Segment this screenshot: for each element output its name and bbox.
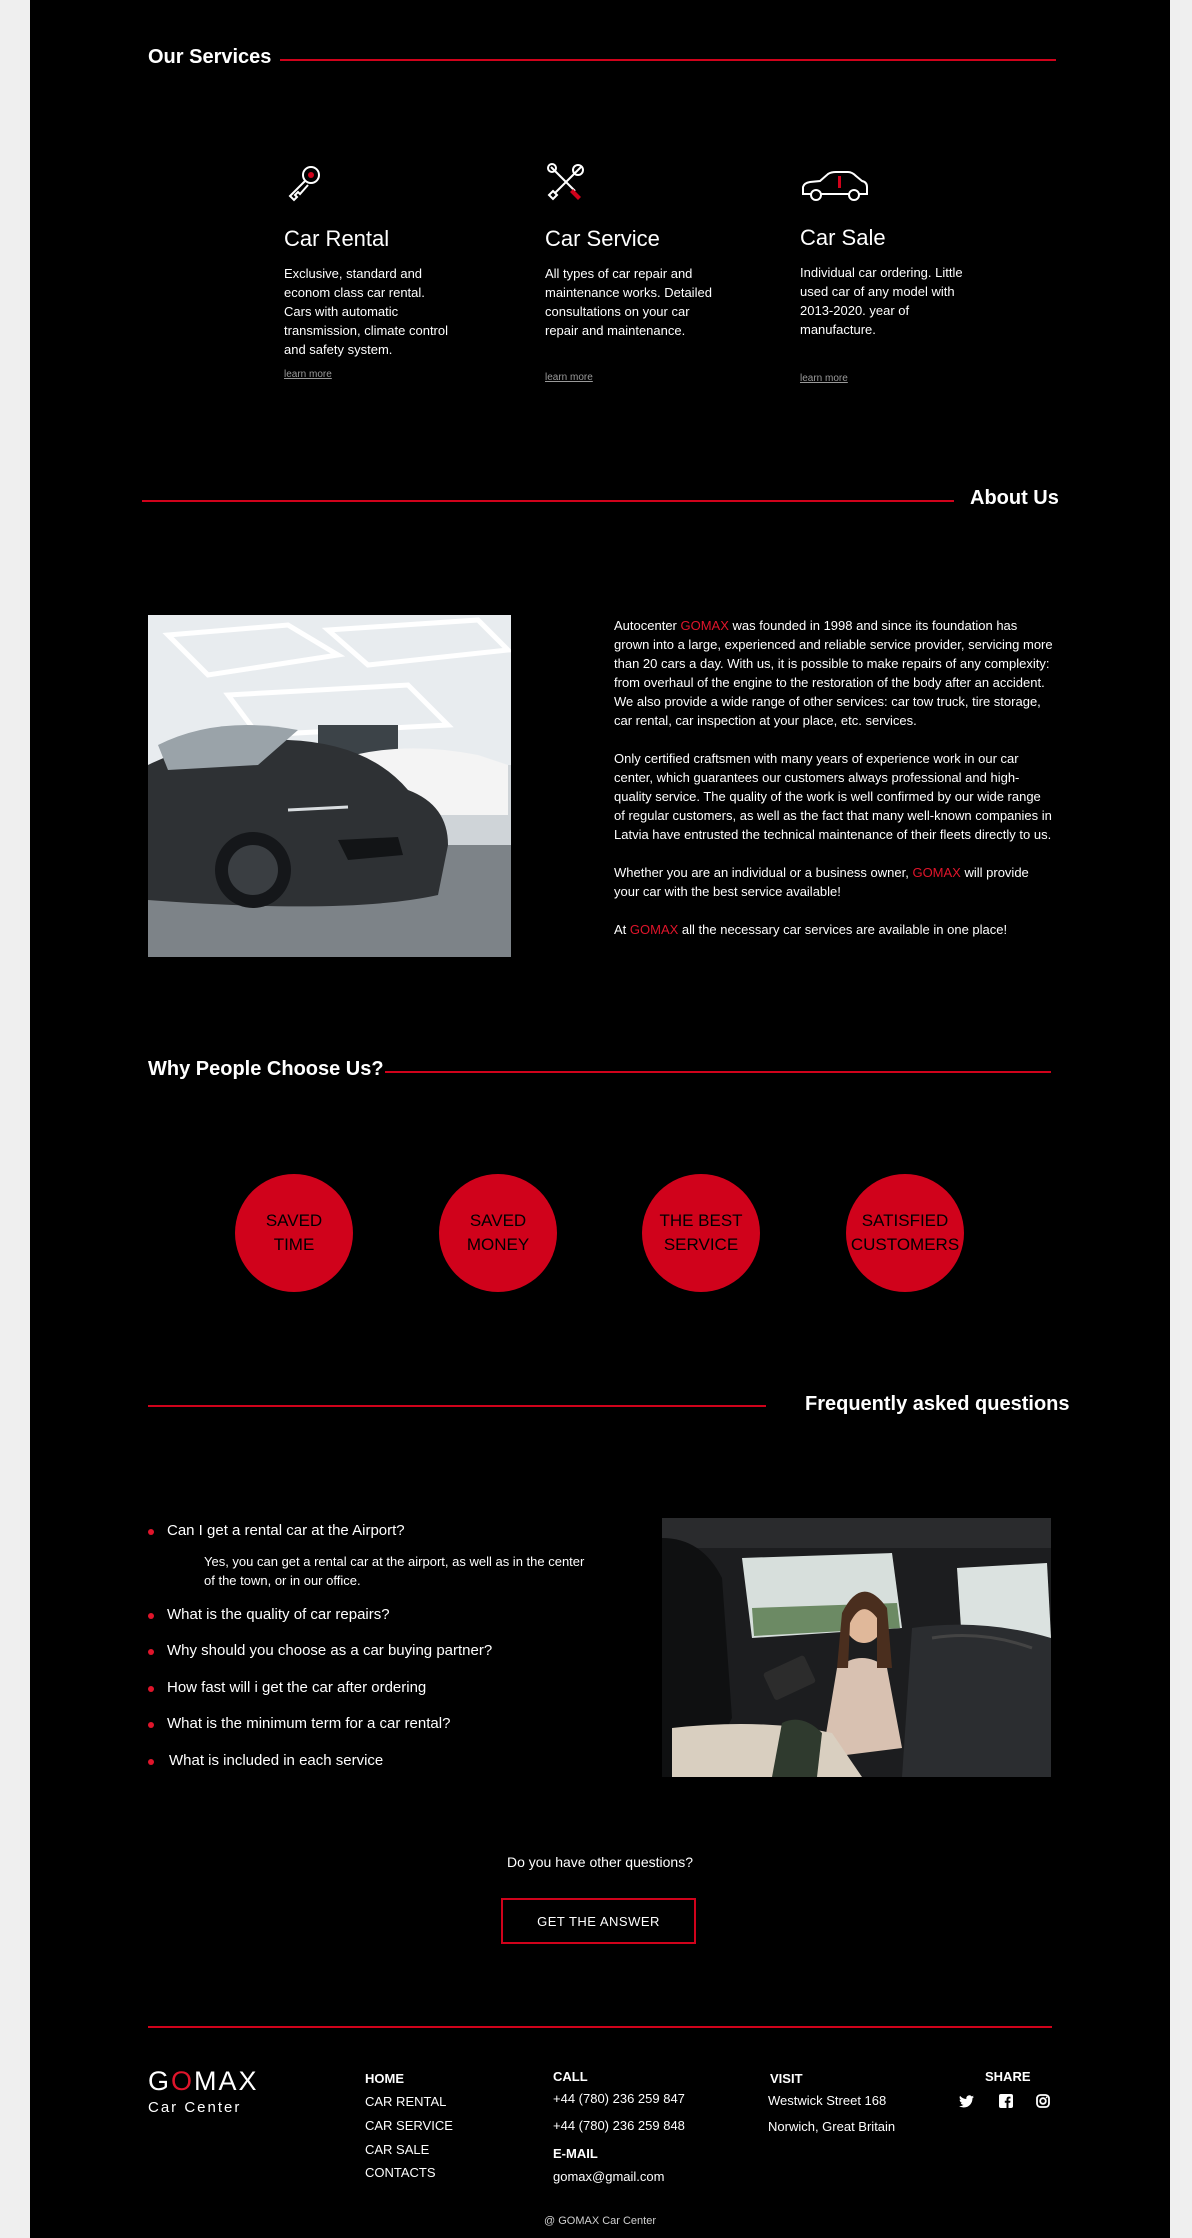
- footer-logo-subtitle: Car Center: [148, 2099, 242, 2116]
- satisfied-customers-badge: SATISFIED CUSTOMERS: [846, 1174, 964, 1292]
- footer-address-1: Westwick Street 168: [768, 2093, 887, 2108]
- car-icon: [800, 170, 870, 207]
- copyright-text: @ GOMAX Car Center: [543, 2215, 657, 2227]
- car-service-learn-more-link[interactable]: learn more: [545, 372, 593, 383]
- brand-name: GOMAX: [680, 618, 729, 633]
- faq-bullet: [148, 1686, 154, 1692]
- car-rental-title: Car Rental: [284, 226, 390, 251]
- car-sale-learn-more-link[interactable]: learn more: [800, 373, 848, 384]
- car-rental-learn-more-link[interactable]: learn more: [284, 369, 332, 380]
- footer-email[interactable]: gomax@gmail.com: [553, 2169, 665, 2184]
- faq-answer: Yes, you can get a rental car at the airport, as well as in the center of the town, or in our office.: [204, 1554, 585, 1588]
- footer-email-label: E-MAIL: [553, 2146, 598, 2161]
- showroom-car-image: [148, 615, 511, 957]
- footer-address-2: Norwich, Great Britain: [768, 2119, 896, 2134]
- footer-nav-car-service[interactable]: CAR SERVICE: [365, 2118, 453, 2133]
- why-title: Why People Choose Us?: [148, 1058, 384, 1080]
- footer-nav-contacts[interactable]: CONTACTS: [365, 2165, 436, 2180]
- faq-question-ordering[interactable]: How fast will i get the car after ordering: [167, 1679, 427, 1696]
- best-service-badge: THE BEST SERVICE: [642, 1174, 760, 1292]
- footer-logo[interactable]: GOMAX: [148, 2066, 259, 2096]
- key-icon: [284, 163, 324, 208]
- footer-nav-car-rental[interactable]: CAR RENTAL: [365, 2094, 447, 2109]
- about-paragraph-2: Only certified craftsmen with many years of experience work in our car center, which guarantees our customers always professional and high-quality service. The quality of the work is well confirmed by our wide range of regular customers, as well as the fact that many well-known companies in Latvia have entrusted the technical maintenance of their fleets directly to us.: [614, 751, 1052, 842]
- footer-visit-label: VISIT: [770, 2071, 803, 2086]
- services-title: Our Services: [148, 46, 272, 68]
- faq-bullet: [148, 1613, 154, 1619]
- about-paragraph-3: Whether you are an individual or a business owner, GOMAX will provide your car with the best service available!: [614, 865, 1029, 899]
- facebook-icon[interactable]: [999, 2094, 1013, 2113]
- about-divider: [142, 500, 954, 502]
- why-divider: [385, 1071, 1051, 1073]
- brand-name: GOMAX: [629, 922, 679, 937]
- woman-in-car-image: [662, 1518, 1051, 1777]
- footer-nav-car-sale[interactable]: CAR SALE: [365, 2142, 430, 2157]
- footer-share-label: SHARE: [985, 2069, 1031, 2084]
- faq-bullet: [148, 1722, 154, 1728]
- faq-bullet: [148, 1649, 154, 1655]
- tools-icon: [545, 161, 587, 208]
- get-the-answer-button[interactable]: GET THE ANSWER: [501, 1898, 696, 1944]
- faq-bullet: [148, 1529, 154, 1535]
- page: [30, 0, 1170, 2238]
- footer-phone-2[interactable]: +44 (780) 236 259 848: [553, 2118, 685, 2133]
- car-sale-title: Car Sale: [800, 225, 886, 250]
- other-questions-text: Do you have other questions?: [506, 1854, 693, 1870]
- brand-name: GOMAX: [912, 865, 961, 880]
- twitter-icon[interactable]: [959, 2095, 974, 2113]
- footer-nav-home[interactable]: HOME: [365, 2071, 404, 2086]
- saved-time-badge: SAVED TIME: [235, 1174, 353, 1292]
- car-rental-text: Exclusive, standard and econom class car rental. Cars with automatic transmission, climate control and safety system.: [284, 266, 448, 357]
- faq-question-included[interactable]: What is included in each service: [169, 1752, 384, 1769]
- faq-question-quality[interactable]: What is the quality of car repairs?: [167, 1606, 390, 1623]
- about-text: [614, 616, 1054, 958]
- faq-divider: [148, 1405, 766, 1407]
- instagram-icon[interactable]: [1036, 2094, 1050, 2113]
- about-paragraph-4: At GOMAX all the necessary car services are available in one place!: [614, 922, 1008, 937]
- faq-question-rental-term[interactable]: What is the minimum term for a car rental?: [167, 1715, 451, 1732]
- footer-call-label: CALL: [553, 2069, 588, 2084]
- faq-question-partner[interactable]: Why should you choose as a car buying partner?: [167, 1642, 493, 1659]
- footer-divider: [148, 2026, 1052, 2028]
- faq-bullet: [148, 1759, 154, 1765]
- faq-question-airport[interactable]: Can I get a rental car at the Airport?: [167, 1522, 405, 1539]
- car-sale-text: Individual car ordering. Little used car of any model with 2013-2020. year of manufacture.: [800, 265, 963, 337]
- faq-title: Frequently asked questions: [805, 1393, 1070, 1415]
- saved-money-badge: SAVED MONEY: [439, 1174, 557, 1292]
- services-divider: [280, 59, 1056, 61]
- car-service-title: Car Service: [545, 226, 660, 251]
- about-paragraph-1: Autocenter GOMAX was founded in 1998 and since its foundation has grown into a large, experienced and reliable service provider, servicing more than 20 cars a day. With us, it is possible to make repairs of any complexity: from overhaul of the engine to the restoration of the body after an accident. We also provide a wide range of other services: car tow truck, tire storage, car rental, car inspection at your place, etc. services.: [614, 618, 1053, 728]
- footer-phone-1[interactable]: +44 (780) 236 259 847: [553, 2091, 685, 2106]
- about-title: About Us: [970, 487, 1059, 509]
- car-service-text: All types of car repair and maintenance works. Detailed consultations on your car repair and maintenance.: [545, 266, 712, 338]
